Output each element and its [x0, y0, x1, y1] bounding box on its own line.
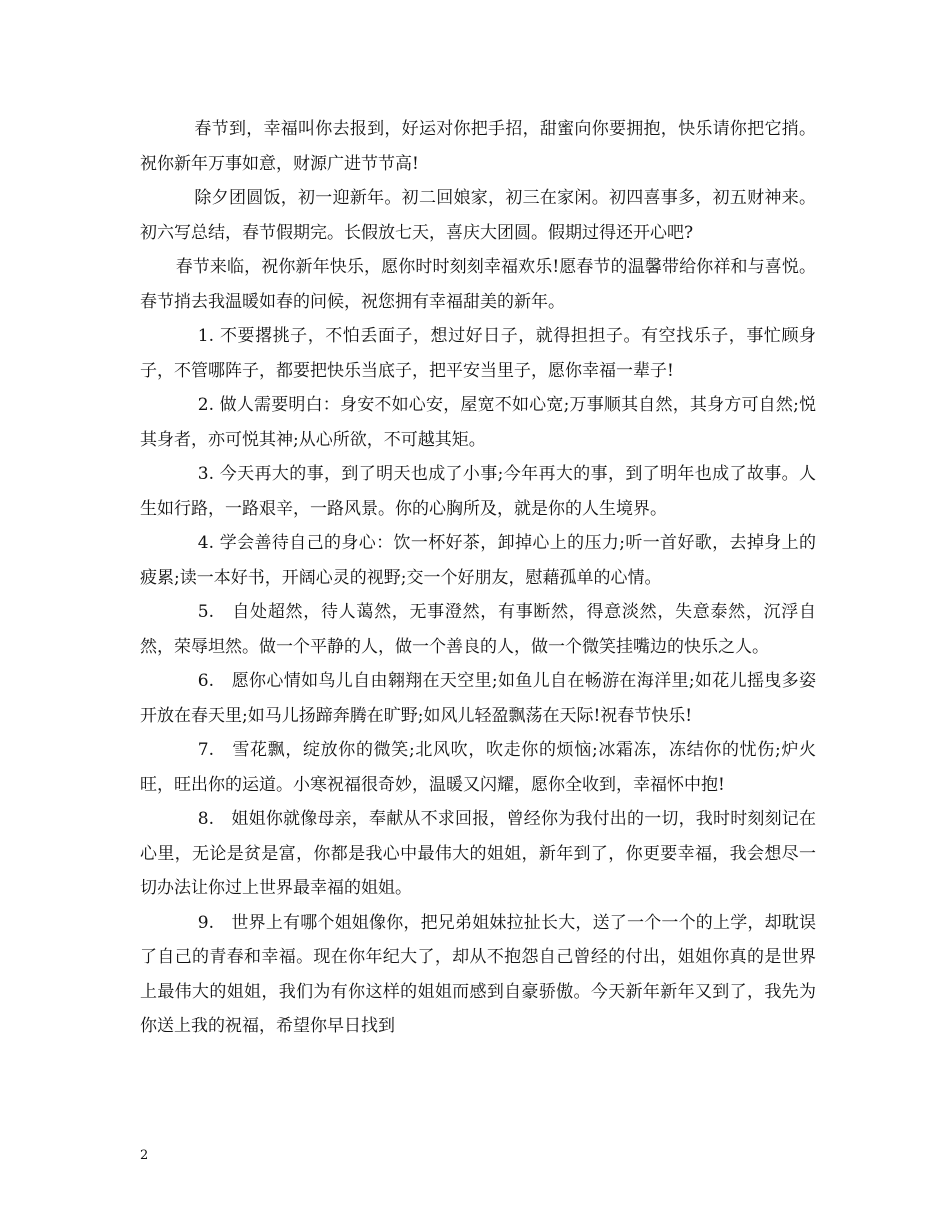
paragraph-new-year-days: 除夕团圆饭，初一迎新年。初二回娘家，初三在家闲。初四喜事多，初五财神来。初六写总结，春节假期完。长假放七天，喜庆大团圆。假期过得还开心吧?	[140, 188, 816, 243]
list-item-2: 2. 做人需要明白：身安不如心安，屋宽不如心宽;万事顺其自然，其身方可自然;悦其身者，亦可悦其神;从心所欲，不可越其矩。	[140, 395, 816, 450]
page-number: 2	[140, 1148, 149, 1163]
list-item-8: 8. 姐姐你就像母亲，奉献从不求回报，曾经你为我付出的一切，我时时刻刻记在心里，无论是贫是富，你都是我心中最伟大的姐姐，新年到了，你更要幸福，我会想尽一切办法让你过上世界最幸福的姐姐。	[140, 809, 816, 898]
list-item-6: 6. 愿你心情如鸟儿自由翱翔在天空里;如鱼儿自在畅游在海洋里;如花儿摇曳多姿开放在春天里;如马儿扬蹄奔腾在旷野;如风儿轻盈飘荡在天际!祝春节快乐!	[140, 671, 816, 726]
list-item-1: 1. 不要撂挑子，不怕丢面子，想过好日子，就得担担子。有空找乐子，事忙顾身子，不管哪阵子，都要把快乐当底子，把平安当里子，愿你幸福一辈子!	[140, 326, 816, 381]
paragraph-spring-festival-greeting: 春节来临，祝你新年快乐，愿你时时刻刻幸福欢乐!愿春节的温馨带给你祥和与喜悦。春节捎去我温暖如春的问候，祝您拥有幸福甜美的新年。	[140, 257, 816, 312]
document-body	[140, 112, 816, 1044]
paragraph-spring-festival-luck: 春节到，幸福叫你去报到，好运对你把手招，甜蜜向你要拥抱，快乐请你把它捎。祝你新年万事如意，财源广进节节高!	[140, 119, 816, 174]
list-item-5: 5. 自处超然，待人蔼然，无事澄然，有事断然，得意淡然，失意泰然，沉浮自然，荣辱坦然。做一个平静的人，做一个善良的人，做一个微笑挂嘴边的快乐之人。	[140, 602, 816, 657]
list-item-3: 3. 今天再大的事，到了明天也成了小事;今年再大的事，到了明年也成了故事。人生如行路，一路艰辛，一路风景。你的心胸所及，就是你的人生境界。	[140, 464, 816, 519]
list-item-7: 7. 雪花飘，绽放你的微笑;北风吹，吹走你的烦恼;冰霜冻，冻结你的忧伤;炉火旺，旺出你的运道。小寒祝福很奇妙，温暖又闪耀，愿你全收到，幸福怀中抱!	[140, 740, 816, 795]
list-item-9: 9. 世界上有哪个姐姐像你，把兄弟姐妹拉扯长大，送了一个一个的上学，却耽误了自己的青春和幸福。现在你年纪大了，却从不抱怨自己曾经的付出，姐姐你真的是世界上最伟大的姐姐，我们为有你这样的姐姐而感到自豪骄傲。今天新年新年又到了，我先为你送上我的祝福，希望你早日找到	[140, 912, 816, 1036]
list-item-4: 4. 学会善待自己的身心：饮一杯好茶，卸掉心上的压力;听一首好歌，去掉身上的疲累;读一本好书，开阔心灵的视野;交一个好朋友，慰藉孤单的心情。	[140, 533, 816, 588]
